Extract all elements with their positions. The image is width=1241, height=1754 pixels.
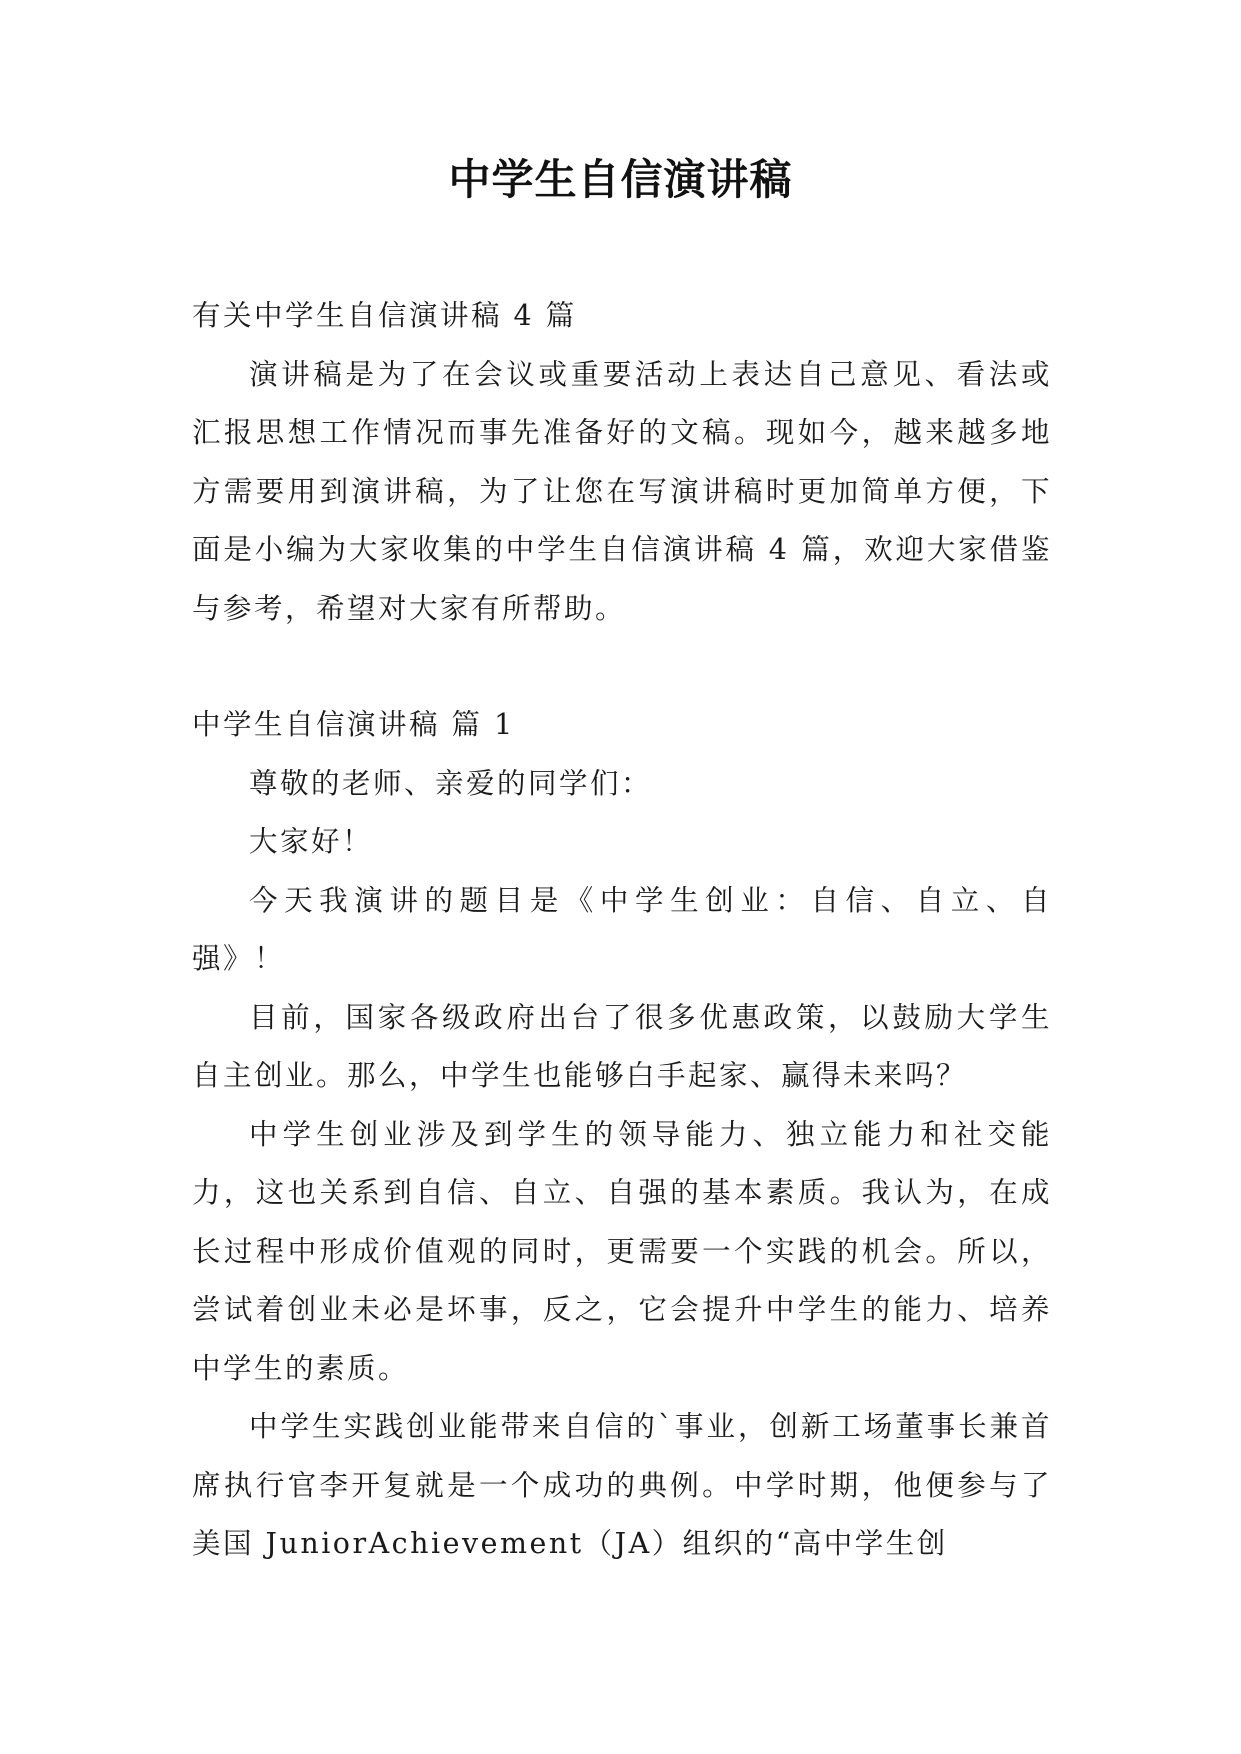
body-paragraph: 中学生创业涉及到学生的领导能力、独立能力和社交能力，这也关系到自信、自立、自强的基本素质。我认为，在成长过程中形成价值观的同时，更需要一个实践的机会。所以，尝试着创业未必是坏事，反之，它会提升中学生的能力、培养中学生的素质。 — [192, 1117, 1052, 1385]
topic-paragraph: 今天我演讲的题目是《中学生创业：自信、自立、自强》！ — [192, 883, 1052, 975]
body-paragraph: 目前，国家各级政府出台了很多优惠政策，以鼓励大学生自主创业。那么，中学生也能够白手起家、赢得未来吗？ — [192, 1000, 1052, 1092]
salutation-paragraph: 尊敬的老师、亲爱的同学们： — [249, 766, 653, 800]
document-body — [192, 287, 1052, 1574]
body-paragraph: 中学生实践创业能带来自信的`事业，创新工场董事长兼首席执行官李开复就是一个成功的典例。中学时期，他便参与了美国 JuniorAchievement（JA）组织的“高中学生创 — [192, 1410, 1052, 1560]
document-title: 中学生自信演讲稿 — [448, 155, 793, 204]
greeting-paragraph: 大家好！ — [249, 825, 374, 858]
section-heading: 中学生自信演讲稿 篇 1 — [192, 708, 515, 741]
intro-paragraph: 演讲稿是为了在会议或重要活动上表达自己意见、看法或汇报思想工作情况而事先准备好的文稿。现如今，越来越多地方需要用到演讲稿，为了让您在写演讲稿时更加简单方便，下面是小编为大家收集的中学生自信演讲稿 4 篇，欢迎大家借鉴与参考，希望对大家有所帮助。 — [192, 357, 1052, 625]
document-subtitle: 有关中学生自信演讲稿 4 篇 — [192, 299, 577, 332]
section-spacer — [192, 638, 1052, 696]
